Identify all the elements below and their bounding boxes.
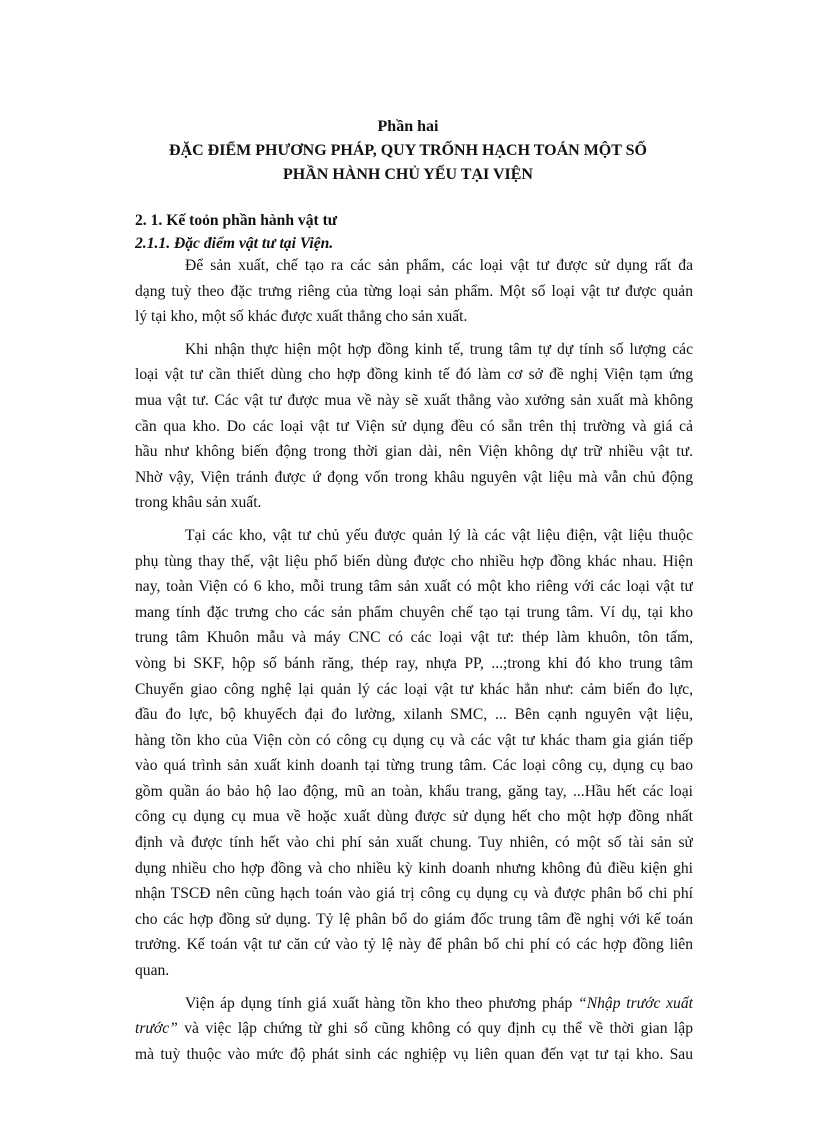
text-run: và việc lập chứng từ ghi sổ cũng không có quy định cụ thể về thời gian lập — [177, 1020, 693, 1038]
text-line: trung tâm Khuôn mẫu và máy CNC có các loại vật tư: thép làm khuôn, tôn tấm, — [135, 629, 693, 647]
paragraph — [135, 253, 693, 330]
italic-term: “Nhập trước xuất — [578, 994, 693, 1012]
text-line — [135, 1016, 693, 1042]
document-body — [135, 253, 693, 1074]
text-line: công cụ dụng cụ mua về hoặc xuất dùng được sử dụng hết cho một hợp đồng nhất — [135, 808, 693, 826]
text-line: cần qua kho. Do các loại vật tư Viện sử dụng đều có sẵn trên thị trường và giá cả — [135, 417, 693, 435]
text-line: gồm quần áo bảo hộ lao động, mũ an toàn, khẩu trang, găng tay, ...Hầu hết các loại — [135, 782, 693, 800]
text-line: loại vật tư cần thiết dùng cho hợp đồng kinh tế đó làm cơ sở đề nghị Viện tạm ứng — [135, 366, 693, 384]
text-line: Để sản xuất, chế tạo ra các sản phẩm, các loại vật tư được sử dụng rất đa — [185, 257, 693, 274]
section-heading: 2. 1. Kế toỏn phần hành vật tư — [135, 212, 338, 229]
text-line: đầu đo lực, bộ khuyếch đại đo lường, xilanh SMC, ... Bên cạnh nguyên vật liệu, — [135, 706, 693, 724]
text-line: mua vật tư. Các vật tư được mua về này sẽ xuất thẳng vào xưởng sản xuất mà không — [135, 391, 693, 409]
text-line: vào quá trình sản xuất kinh doanh tại từng trung tâm. Các loại công cụ, dụng cụ bao — [135, 757, 693, 775]
text-line: Nhờ vậy, Viện tránh được ứ đọng vốn trong khâu nguyên vật liệu mà vẫn chủ động — [135, 468, 693, 486]
main-title-line: ĐẶC ĐIỂM PHƯƠNG PHÁP, QUY TRỐNH HẠCH TOÁN MỘT SỐ — [169, 142, 647, 159]
text-line: hàng tồn kho của Viện còn có công cụ dụng cụ và các vật tư khác tham gia gián tiếp — [135, 731, 693, 749]
text-line: dụng nhiều cho hợp đồng và cho nhiều kỳ kinh doanh nhưng không đủ điều kiện ghi — [135, 859, 693, 877]
italic-term: trước” — [135, 1020, 178, 1038]
text-line: định và được tính hết vào chi phí sản xuất chung. Tuy nhiên, có một số tài sản sử — [135, 834, 693, 852]
text-line: cho các hợp đồng sử dụng. Tỷ lệ phân bổ do giám đốc trung tâm đề nghị với kế toán — [135, 910, 693, 928]
text-line — [135, 991, 693, 1017]
text-line: dạng tuỳ theo đặc trưng riêng của từng loại sản phẩm. Một số loại vật tư được quản — [135, 282, 693, 300]
text-line: Tại các kho, vật tư chủ yếu được quản lý là các vật liệu điện, vật liệu thuộc — [185, 526, 693, 544]
text-line: Chuyển giao công nghệ lại quản lý các loại vật tư khác hẳn như: cảm biến đo lực, — [135, 680, 693, 698]
paragraph — [135, 523, 693, 984]
subsection-heading: 2.1.1. Đặc điểm vật tư tại Viện. — [135, 235, 334, 252]
text-line: nhận TSCĐ nên cũng hạch toán vào giá trị công cụ dụng cụ và được phân bổ chi phí — [135, 885, 693, 903]
main-title-line: PHẦN HÀNH CHỦ YẾU TẠI VIỆN — [283, 166, 533, 183]
text-line: nay, toàn Viện có 6 kho, mỗi trung tâm sản xuất có một kho riêng với các loại vật tư — [135, 578, 693, 596]
paragraph — [135, 991, 693, 1068]
text-line: phụ tùng thay thế, vật liệu phổ biến dùng được cho nhiều hợp đồng khác nhau. Hiện — [135, 552, 693, 570]
text-line: mà tuỳ thuộc vào mức độ phát sinh các nghiệp vụ liên quan đến vạt tư tại kho. Sau — [135, 1045, 693, 1063]
text-line: mang tính đặc trưng cho các sản phẩm chuyên chế tạo tại trung tâm. Ví dụ, tại kho — [135, 603, 693, 621]
text-line: lý tại kho, một số khác được xuất thẳng cho sản xuất. — [135, 308, 468, 326]
text-line: hầu như không biến động trong thời gian dài, nên Viện không dự trữ nhiều vật tư. — [135, 443, 693, 461]
part-title: Phần hai — [377, 118, 439, 135]
text-line: quan. — [135, 962, 170, 980]
main-title — [120, 139, 696, 187]
text-line: Khi nhận thực hiện một hợp đồng kinh tế, trung tâm tự dự tính số lượng các — [185, 340, 693, 358]
text-line: vòng bi SKF, hộp số bánh răng, thép ray, nhựa PP, ...;trong khi đó kho trung tâm — [135, 654, 693, 672]
text-run: Viện áp dụng tính giá xuất hàng tồn kho theo phương pháp — [185, 994, 579, 1012]
text-line: trưởng. Kế toán vật tư căn cứ vào tỷ lệ này để phân bổ chi phí có các hợp đồng liên — [135, 936, 693, 954]
text-line: trong khâu sản xuất. — [135, 494, 262, 512]
paragraph — [135, 337, 693, 516]
